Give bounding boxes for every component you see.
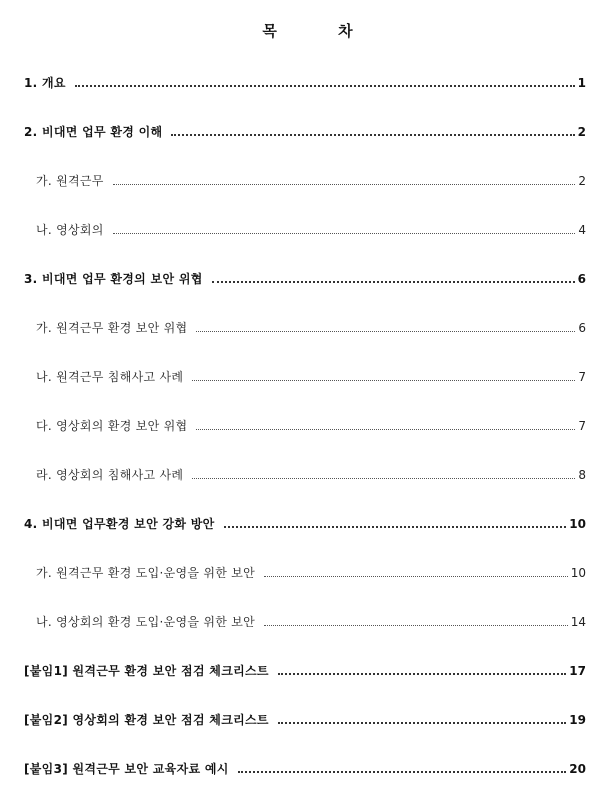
toc-entry[interactable]	[24, 368, 586, 386]
toc-entry[interactable]	[24, 711, 586, 729]
toc-entry[interactable]	[24, 123, 586, 141]
toc-page-number: 7	[578, 370, 586, 384]
toc-entry-label: [붙임3] 원격근무 보안 교육자료 예시	[24, 762, 229, 776]
toc-page-number: 6	[577, 272, 586, 286]
toc-dot-leader	[278, 673, 567, 675]
toc-dot-leader	[196, 429, 575, 430]
toc-entry[interactable]	[24, 172, 586, 190]
toc-dot-leader	[238, 771, 567, 773]
toc-entry[interactable]	[24, 515, 586, 533]
toc-dot-leader	[75, 85, 575, 87]
toc-dot-leader	[278, 722, 567, 724]
table-of-contents	[24, 0, 586, 805]
toc-dot-leader	[113, 184, 576, 185]
toc-entry-label: 나. 원격근무 침해사고 사례	[36, 370, 184, 384]
toc-entry-label: 나. 영상회의 환경 도입·운영을 위한 보안	[36, 615, 256, 629]
toc-entry[interactable]	[24, 613, 586, 631]
toc-page-number: 7	[578, 419, 586, 433]
toc-page-number: 19	[569, 713, 586, 727]
toc-page-number: 2	[577, 125, 586, 139]
toc-entry-label: 3. 비대면 업무 환경의 보안 위협	[24, 272, 203, 286]
toc-entry-label: 4. 비대면 업무환경 보안 강화 방안	[24, 517, 215, 531]
toc-entry-label: 2. 비대면 업무 환경 이해	[24, 125, 163, 139]
toc-entry[interactable]	[24, 417, 586, 435]
toc-entry-label: 가. 원격근무	[36, 174, 104, 188]
toc-page-number: 20	[569, 762, 586, 776]
toc-entry[interactable]	[24, 760, 586, 778]
toc-entry[interactable]	[24, 221, 586, 239]
toc-title: 목 차	[262, 22, 381, 40]
toc-page-number: 8	[578, 468, 586, 482]
toc-page-number: 14	[570, 615, 586, 629]
toc-entry-label: 다. 영상회의 환경 보안 위협	[36, 419, 188, 433]
toc-entry[interactable]	[24, 662, 586, 680]
toc-entry-label: 가. 원격근무 환경 보안 위협	[36, 321, 188, 335]
toc-entry[interactable]	[24, 319, 586, 337]
toc-page-number: 17	[569, 664, 586, 678]
toc-page-number: 10	[570, 566, 586, 580]
toc-entry-label: 라. 영상회의 침해사고 사례	[36, 468, 184, 482]
toc-page-number: 1	[577, 76, 586, 90]
toc-entry-label: 1. 개요	[24, 76, 66, 90]
toc-dot-leader	[212, 281, 575, 283]
toc-dot-leader	[224, 526, 567, 528]
toc-dot-leader	[192, 380, 575, 381]
toc-entry-label: 가. 원격근무 환경 도입·운영을 위한 보안	[36, 566, 256, 580]
toc-dot-leader	[196, 331, 575, 332]
toc-entry-label: 나. 영상회의	[36, 223, 104, 237]
toc-dot-leader	[171, 134, 574, 136]
toc-entry[interactable]	[24, 466, 586, 484]
toc-entry[interactable]	[24, 564, 586, 582]
toc-page-number: 4	[578, 223, 586, 237]
toc-dot-leader	[113, 233, 576, 234]
toc-entry[interactable]	[24, 270, 586, 288]
toc-dot-leader	[264, 576, 568, 577]
toc-entry-label: [붙임2] 영상회의 환경 보안 점검 체크리스트	[24, 713, 269, 727]
toc-page-number: 10	[569, 517, 586, 531]
toc-page-number: 2	[578, 174, 586, 188]
toc-dot-leader	[192, 478, 575, 479]
toc-dot-leader	[264, 625, 568, 626]
toc-page-number: 6	[578, 321, 586, 335]
toc-entry-label: [붙임1] 원격근무 환경 보안 점검 체크리스트	[24, 664, 269, 678]
toc-entry[interactable]	[24, 74, 586, 92]
